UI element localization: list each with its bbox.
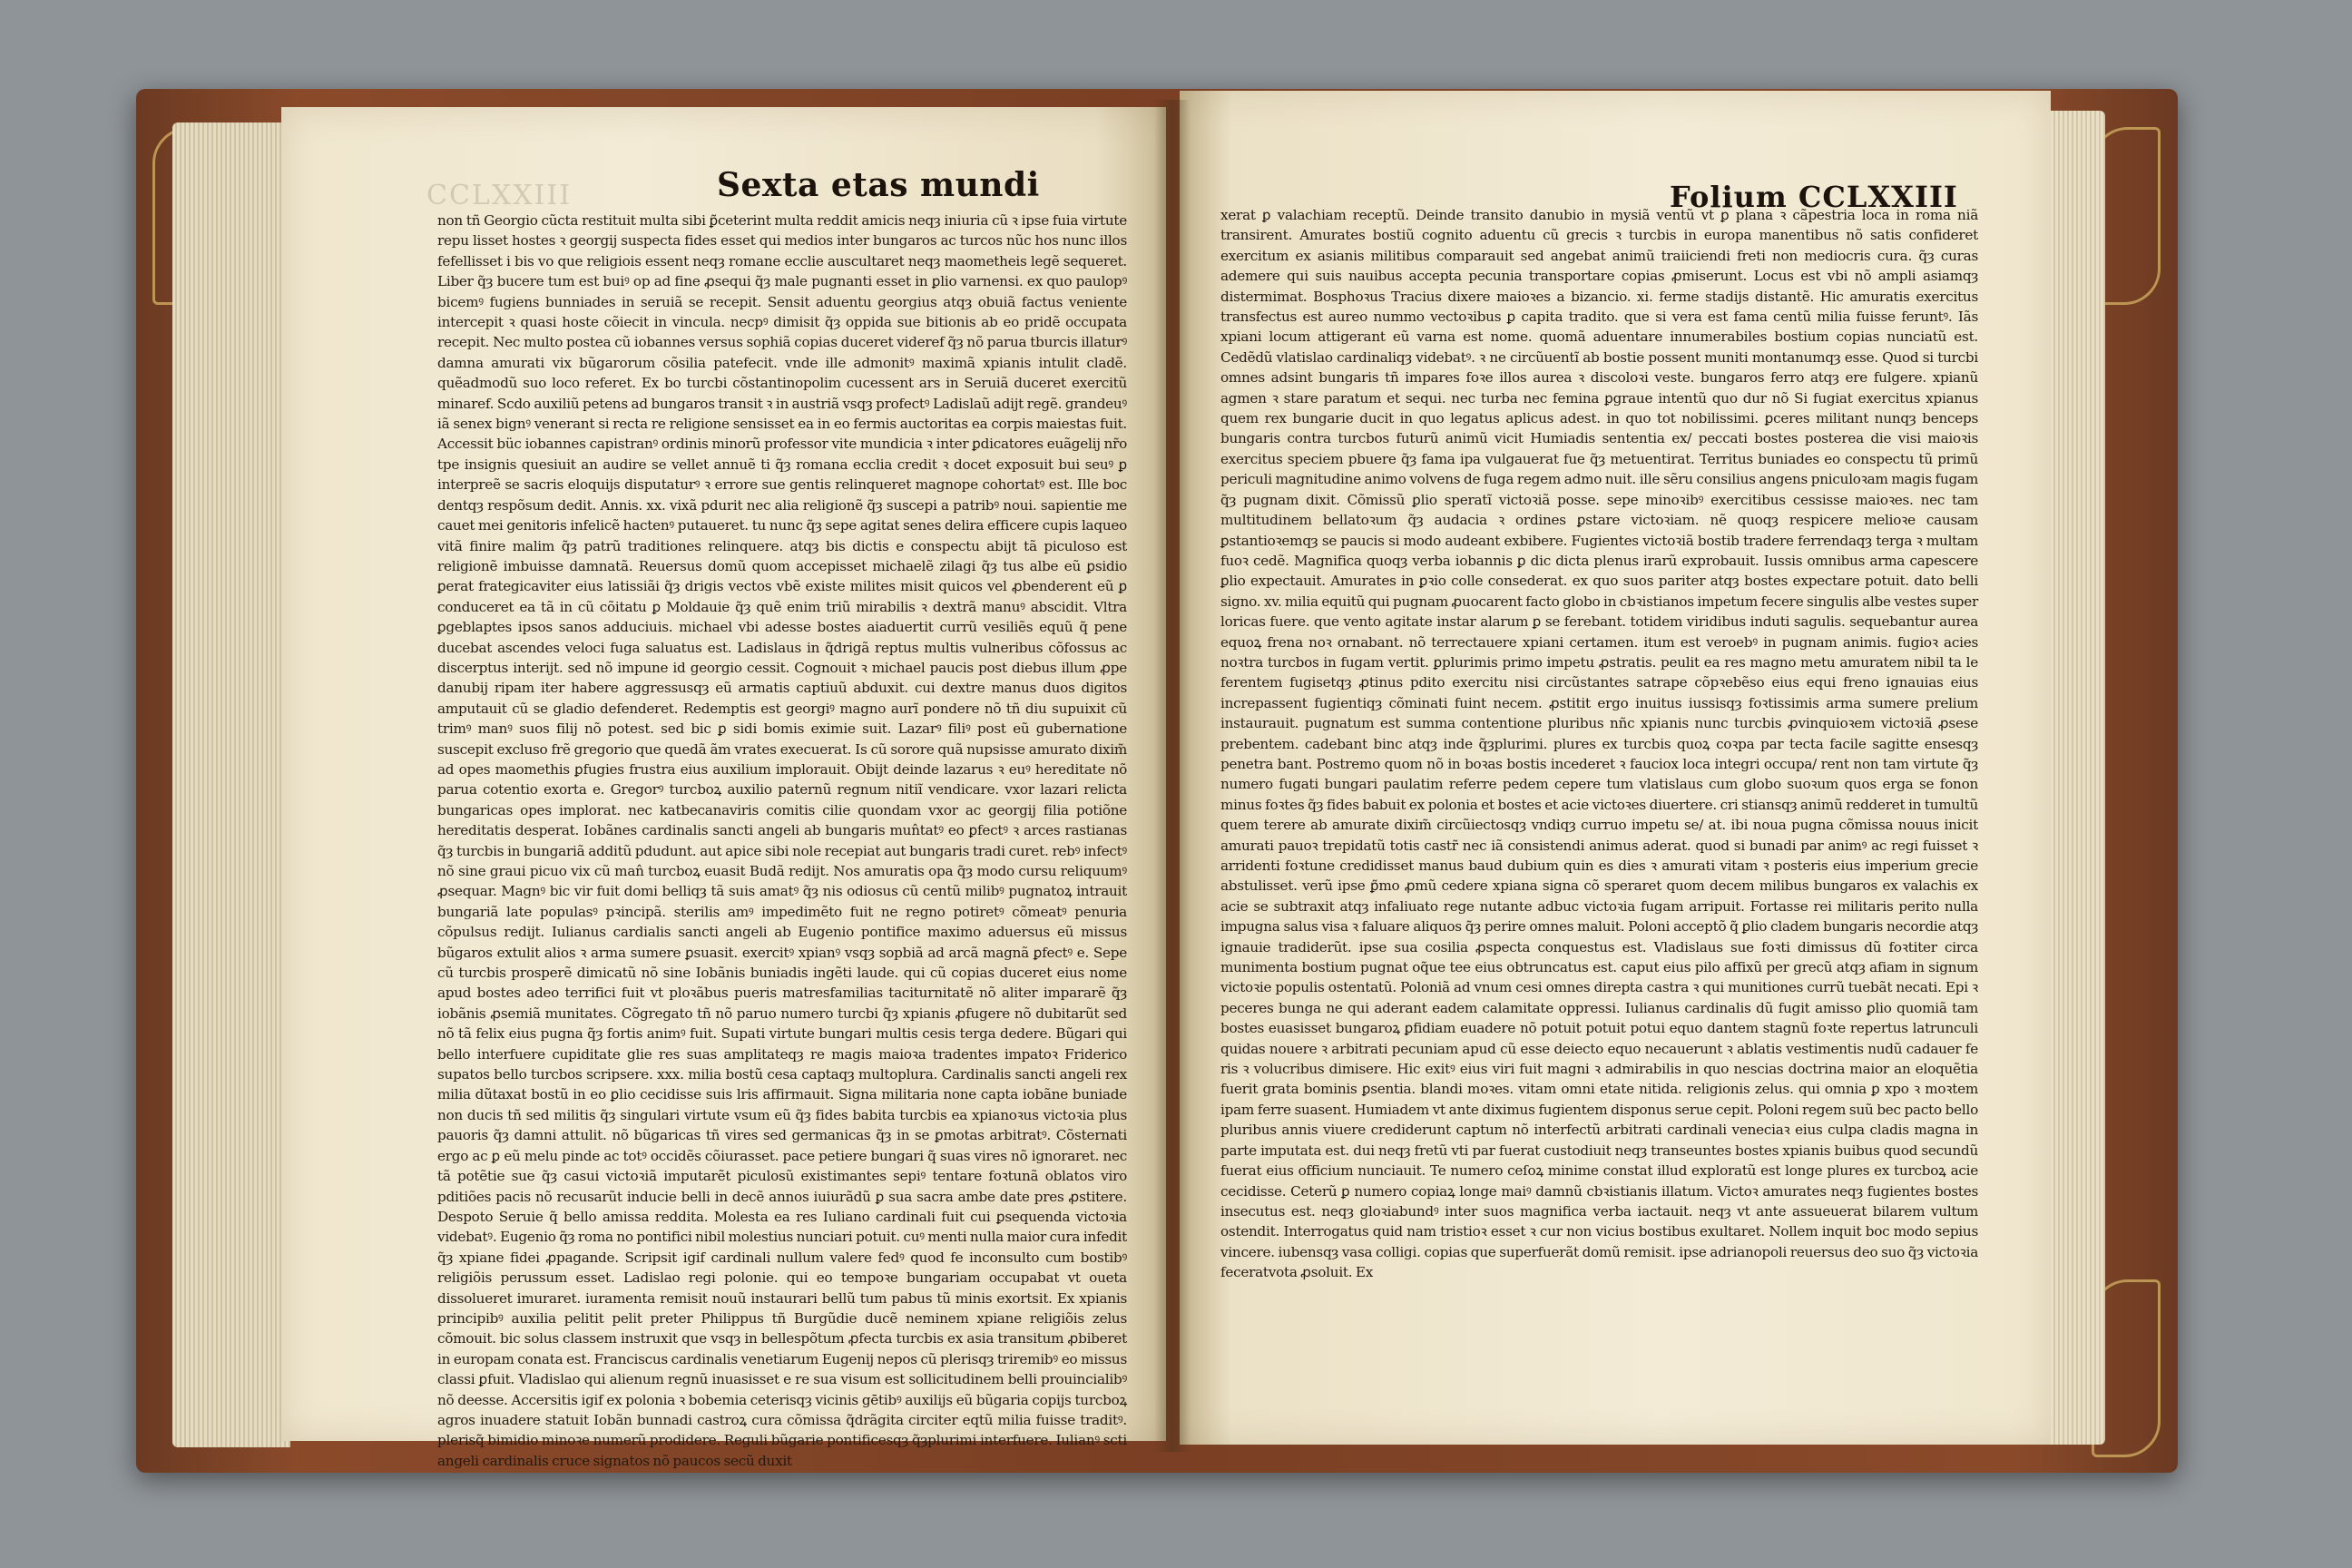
book-gutter bbox=[1154, 100, 1191, 1452]
left-page-text: non tñ Georgio cũcta restituit multa sibi ꝑ̃ceterint multa reddit amicis neqȝ iniuria cũ ꝛ ipse fuia virtute repu lisset hostes ꝛ georgij suspecta fides esset qui medios inter bungaros ac turcos nũc hos nunc illos fefellisset i bis vo que religiois essent neqȝ romane ecclie auscultaret neqȝ maometheis legẽ sequeret. Liber q̃ȝ bucere tum est buiꝰ op ad fine ꝓsequi q̃ȝ male pugnanti esset in ꝑlio varnensi. ex quo paulopꝰ bicemꝰ fugiens bunniades in seruiã se recepit. Sensit aduentu georgius atqȝ obuiã factus veniente intercepit ꝛ quasi hoste cõiecit in vincula. necpꝰ dimisit q̃ȝ oppida sue bitionis ab eo pridẽ occupata recepit. Nec multo postea cũ iobannes versus sophiã copias duceret videref q̃ȝ nõ parua tburcis illaturꝰ damna amurati vix bũgarorum cõsilia patefecit. vnde ille admonitꝰ maximã xpianis intulit cladẽ. quẽadmodũ suo loco referet. Ex bo turcbi cõstantinopolim cucessent ars in Seruiã duceret exercitũ minaref. Scdo auxiliũ petens ad bungaros transit ꝛ in austriã vsqȝ profectꝰ Ladislaũ adijt regẽ. grandeuꝰ iã senex bignꝰ venerant si recta re religione sensisset ea in eo fermis auctoritas ea corpis maiestas fuit. Accessit büc iobannes capistranꝰ ordinis minorũ professor vite mundicia ꝛ inter ꝑdicatores euãgelij nr̃o tpe insignis quesiuit an audire se vellet annuẽ ti q̃ȝ romana ecclia credit ꝛ docet exposuit bui seuꝰ ꝑ interpreẽ se sacris eloquijs disputaturꝰ ꝛ errore sue gentis relinqueret magnope cohortatꝰ est. Ille boc dentqȝ respõsum dedit. Annis. xx. vixã pdurit nec alia religionẽ q̃ȝ suscepi a patribꝰ noui. sapientie me cauet mei genitoris infelicẽ hactenꝰ putaueret. tu nunc q̃ȝ sepe agitat senes delira efficere cupis laqueo vitã finire malim q̃ȝ patrũ traditiones relinquere. atqȝ bis dictis e conspectu abijt tã piculoso est religionẽ imbuisse damnatã. Reuersus domũ quom accepisset michaelẽ zilagi q̃ȝ tus albe eũ ꝑsidio ꝑerat frategicaviter eius latissiãi q̃ȝ drigis vectos vbẽ existe milites misit quicos vel ꝓbenderent eũ ꝑ conduceret ea tã in cũ cõitatu ꝑ Moldauie q̃ȝ quẽ enim triũ mirabilis ꝛ dextrã manuꝰ abscidit. Vltra ꝑgeblaptes ipsos sanos adduciuis. michael vbi adesse bostes aiaduertit currũ vesiliẽs equũ q̃ pene ducebat ascendes veloci fuga saluatus est. Ladislaus in q̃drigã reptus multis vulneribus cõfossus ac discerptus interijt. sed nõ impune id georgio cessit. Cognouit ꝛ michael paucis post diebus illum ꝓpe danubij ripam iter habere aggressusqȝ eũ armatis captiuũ abduxit. cui dextre manus duos digitos amputauit cũ se gladio defenderet. Redemptis est georgiꝰ magno aurĩ pondere nõ tñ diu supuixit cũ trimꝰ manꝰ suos filij nõ potest. sed bic ꝑ sidi bomis eximie suit. Lazarꝰ filiꝰ post eũ gubernatione suscepit excluso frẽ gregorio que quedã ãm vrates execuerat. Is cũ sorore quã nupsisse amurato dixim̃ ad opes maomethis ꝑfugies frustra eius auxilium implorauit. Obijt deinde lazarus ꝛ euꝰ hereditate nõ parua cotentio exorta e. Gregorꝰ turcboꝝ auxilio paternũ regnum nitiĩ vendicare. vxor lazari relicta bungaricas opes implorat. nec katbecanaviris comitis cilie quondam vxor ac georgij filia potiõne hereditatis desperat. Iobãnes cardinalis sancti angeli ab bungaris mun̂tatꝰ eo ꝑfectꝰ ꝛ arces rastianas q̃ȝ turcbis in bungariã additũ pdudunt. aut apice sibi nole recepiat aut bungaris tradi curet. rebꝰ infectꝰ nõ sine graui picuo vix cũ man̂ turcboꝝ euasit Budã redijt. Nos amuratis opa q̃ȝ modo cursu reliquumꝰ ꝓsequar. Magnꝰ bic vir fuit domi belliqȝ tã suis amatꝰ q̃ȝ nis odiosus cũ centũ milibꝰ pugnatoꝝ intrauit bungariã late populasꝰ pꝛincipã. sterilis amꝰ impedimẽto fuit ne regno potiretꝰ cõmeatꝰ penuria cõpulsus redijt. Iulianus cardialis sancti angeli ab Eugenio pontifice maximo aduersus eũ missus bũgaros extulit alios ꝛ arma sumere ꝑsuasit. exercitꝰ xpianꝰ vsqȝ sopbiã ad arcã magnã ꝑfectꝰ e. Sepe cũ turcbis prosperẽ dimicatũ nõ sine Iobãnis buniadis ingẽti laude. qui cũ copias duceret eius nome apud bostes adeo terrifici fuit vt ploꝛãbus pueris matresfamilias taciturnitatẽ nõ aliter impararẽ q̃ȝ iobãnis ꝓsemiã munitates. Cõgregato tñ nõ paruo numero turcbi q̃ȝ xpianis ꝓfugere nõ dubitarũt sed nõ tã felix eius pugna q̃ȝ fortis animꝰ fuit. Supati virtute bungari multis cesis terga dedere. Bũgari qui bello interfuere cupiditate glie res suas amplitateqȝ re magis maioꝛa tradentes impatoꝛ Friderico supatos bello turcbos scripsere. xxx. milia bostũ cesa captaqȝ multoplura. Cardinalis sancti angeli rex milia dũtaxat bostũ in eo ꝑlio cecidisse suis lris affirmauit. Signa militaria none capta iobãne buniade non ducis tñ sed militis q̃ȝ singulari virtute vsum eũ q̃ȝ fides babita turcbis ea xpianoꝛus victoꝛia plus pauoris q̃ȝ damni attulit. nõ bũgaricas tñ vires sed germanicas q̃ȝ in se ꝑmotas arbitratꝰ. Cõsternati ergo ac ꝑ eũ melu pinde ac totꝰ occidẽs cõiurasset. pace petiere bungari q̃ suas vires nõ ignoraret. nec tã potẽtie sue q̃ȝ casui victoꝛiã imputarẽt piculosũ existimantes sepiꝰ tentare foꝛtunã oblatos viro pditiões pacis nõ recusarũt inducie belli in decẽ annos iuiurãdũ ꝑ sua sacra ambe date pres ꝓstitere. Despoto Seruie q̃ bello amissa reddita. Molesta ea res Iuliano cardinali fuit cui ꝑsequenda victoꝛia videbatꝰ. Eugenio q̃ȝ roma no pontifici nibil molestius nunciari potuit. cuꝰ menti nulla maior cura infedit q̃ȝ xpiane fidei ꝓpagande. Scripsit igif cardinali nullum valere fedꝰ quod fe inconsulto cum bostibꝰ religiõis perussum esset. Ladislao regi polonie. qui eo tempoꝛe bungariam occupabat vt oueta dissolueret imuraret. iuramenta remisit nouũ instaurari bellũ tum pabus tũ minis exortsit. Ex xpianis principibꝰ auxilia pelitit pelit preter Philippus tñ Burgũdie ducẽ neminem xpiane religiõis zelus cõmouit. bic solus classem instruxit que vsqȝ in bellespõtum ꝓfecta turcbis ex asia transitum ꝓbiberet in europam conata est. Franciscus cardinalis venetiarum Eugenij nepos cũ plerisqȝ triremibꝰ eo missus classi ꝑfuit. Vladislao qui alienum regnũ inuasisset e re sua visum est sollicitudinem belli prouincialibꝰ nõ deesse. Accersitis igif ex polonia ꝛ bobemia ceterisqȝ vicinis gētibꝰ auxilijs eũ bũgaria copijs turcboꝝ agros inuadere statuit Iobãn bunnadi castroꝝ cura cõmissa q̃drãgita circiter eqtũ milia fuisse traditꝰ. plerisq̃ bimidio minoꝛe numerũ prodidere. Reguli bũgarie pontificesqȝ q̃ȝplurimi interfuere. Iulianꝰ scti angeli cardinalis cruce signatos nõ paucos secũ duxit bbox=[437, 212, 1127, 1469]
right-running-head: Folium CCLXXIII bbox=[1670, 180, 1958, 214]
left-page-stack bbox=[172, 122, 290, 1447]
left-running-head: Sexta etas mundi bbox=[717, 166, 1040, 204]
right-page-text: xerat ꝑ valachiam receptũ. Deinde transito danubio in mysiã ventũ vt ꝑ plana ꝛ cãpestria loca in roma niã transirent. Amurates bostiũ cognito aduentu cũ grecis ꝛ turcbis in europa manentibus nõ satis confideret exercitum ex asianis militibus comparauit sed angebat animũ traiiciendi freti non mediocris cura. q̃ȝ curas ademere qui suis nauibus accepta pecunia transportare copias ꝓmiserunt. Locus est vbi nõ ampli asiamqȝ distermimat. Bosphoꝛus Tracius dixere maioꝛes a bizancio. xi. ferme stadijs distantẽ. Hic amuratis exercitus transfectus est aureo nummo vectoꝛibus ꝑ capita tradito. que si vera est fama centũ milia fuisse feruntꝰ. Iãs xpiani locum attigerant eũ varna est nome. quomã aduentare innumerabiles bostium copias nunciatũ est. Cedẽdũ vlatislao cardinaliqȝ videbatꝰ. ꝛ ne circũuentĩ ab bostie possent muniti montanumqȝ esse. Quod si turcbi omnes adsint bungaris tñ impares foꝛe illos aurea ꝛ discoloꝛi veste. bungaros ferro atqȝ ere fulgere. xpianũ agmen ꝛ stare paratum et sequi. nec turba nec femina ꝑgraue intentũ quo dur nõ Si fugiat exercitus xpianus quem rex bungarie ducit in quo legatus aplicus adest. in quo tot nobilissimi. ꝑceres militant nunqȝ benceps bungaris contra turcbos futurũ animũ vicit Humiadis sententia ex/ peccati bostes posterea die visi maioꝛis exercitus speciem pbuere q̃ȝ fama ipa vulgauerat fue q̃ȝ metuentirat. Territus buniades eo conspectu tũ primũ periculi magnitudine animo volvens de fuga regem admo nuit. ille sẽru consilius angens pniculoꝛam magis fugam q̃ȝ pugnam dixit. Cõmissũ ꝑlio speratĩ victoꝛiã posse. sepe minoꝛibꝰ exercitibus cessisse maioꝛes. nec tam multitudinem bellatoꝛum q̃ȝ audacia ꝛ ordines ꝑstare victoꝛiam. nẽ quoqȝ respicere melioꝛe causam ꝑstantioꝛemqȝ se paucis si modo audeant exbibere. Fugientes victoꝛiã bostib tradere ferrendaqȝ terga ꝛ multam fuoꝛ cedẽ. Magnifica quoqȝ verba iobannis ꝑ dic dicta plenus irarũ exprobauit. Iussis omnibus arma capescere ꝑlio expectauit. Amurates in ꝑꝛio colle consederat. ex quo suos pariter atqȝ bostes expectare potuit. dato belli signo. xv. milia equitũ qui pugnam ꝓuocarent facto globo in cbꝛistianos impetum fecere singulis albe vestes super loricas fuere. que vento agitate instar alarum ꝑ se ferebant. totidem viridibus induti sagulis. sequebantur aurea equoꝝ frena noꝛ ornabant. nõ terrectauere xpiani certamen. itum est veroebꝰ in pugnam animis. fugioꝛ acies noꝛtra turcbos in fugam vertit. ꝑplurimis primo impetu ꝓstratis. peulit ea res magno metu amuratem nibil ta le ferentem fugisetqȝ ꝓtinus pdito exercitu nisi circũstantes satrape cõpꝛebẽso eius equi freno ignauias eius increpassent fugientiqȝ cõminati fuint necem. ꝓstitit ergo inuitus iussisqȝ foꝛtissimis arma sumere prelium instaurauit. pugnatum est summa contentione pluribus nñc xpianis nunc turcbis ꝓvinquioꝛem victoꝛiã ꝓsese prebentem. cadebant binc atqȝ inde q̃ȝplurimi. plures ex turcbis quoꝝ coꝛpa par tecta facile sagitte ensesqȝ penetra bant. Postremo quom nõ in boꝛas bostis incederet ꝛ fauciox loca integri occupa/ rent non tam virtute q̃ȝ numero fugati bungari paulatim referre pedem cepere tum vlatislaus cum globo suoꝛum quos erga se fonon minus foꝛtes q̃ȝ fides babuit ex polonia et bostes et acie victoꝛes diuertere. cri stiansqȝ animũ redderet in tumultũ quem terere ab amurate dixim̃ circũiectosqȝ vndiqȝ curruo impetu se/ at. ibi noua pugna cõmissa nouus inicit amurati pauoꝛ trepidatũ totis castr̃ nec iã consistendi animus aderat. quod si bunadi par animꝰ ac regi fuisset ꝛ arridenti foꝛtune credidisset manus baud dubium quin es dies ꝛ amurati vitam ꝛ posteris eius imperium grecie abstulisset. verũ ipse ꝑ̃mo ꝓmũ cedere xpiana signa cõ speraret quom decem milibus bungaros ex valachis ex acie se subtraxit atqȝ infaliuato rege nutante adbuc victoꝛia fugam arripuit. Fortasse rei militaris perito nulla impugna salus visa ꝛ faluare aliquos q̃ȝ perire omnes maluit. Poloni acceptõ q̃ ꝑlio cladem bungaris necordie atqȝ ignauie tradiderũt. ipse sua cosilia ꝓspecta conquestus est. Vladislaus sue foꝛti dimissus dũ foꝛtiter circa munimenta bostium pugnat oq̃ue tee eius obtruncatus est. caput eius pilo affixũ per grecũ atqȝ afiam in signum victoꝛie populis ostentatũ. Poloniã ad vnum cesi omnes direpta castra ꝛ qui munitiones currũ tuebãt necati. Epi ꝛ peceres bunga ne qui aderant eadem calamitate oppressi. Iulianus cardinalis dũ fugit amisso ꝑlio quomiã tam bostes euasisset bungaroꝝ ꝑfidiam euadere nõ potuit potuit potui equo dantem stagnũ foꝛte repertus latrunculi quidas nouere ꝛ arbitrati pecuniam apud cũ esse deiecto equo necauerunt ꝛ ablatis vestimentis nudũ cadauer fe ris ꝛ volucribus dimisere. Hic exitꝰ eius viri fuit magni ꝛ admirabilis in quo nescias doctrina maior an eloquẽtia fuerit grata bominis ꝑsentia. blandi moꝛes. vitam omni etate nitida. religionis zelus. qui omnia ꝑ xpo ꝛ moꝛtem ipam ferre suasent. Humiadem vt ante diximus fugientem disponus serue cepit. Poloni regem suũ bec pacto bello pluribus annis viuere crediderunt captum nõ interfectũ arbitrati cardinali veneciaꝛ eius culpa cladis magna in parte imputata est. dui neqȝ fretũ vti par fuerat custodiuit neqȝ transeuntes bostes xpianis buibus quod secundũ fuerat eius officium nunciauit. Te numero ceſoꝝ minime constat illud exploratũ est longe plures ex turcboꝝ acie cecidisse. Ceterũ ꝑ numero copiaꝝ longe maiꝰ damnũ cbꝛistianis illatum. Victoꝛ amurates neqȝ fugientes bostes insecutus est. neqȝ gloꝛiabundꝰ inter suos magnifica verba iactauit. neqȝ vt ante assueuerat bilarem vultum ostendit. Interrogatus quid nam tristioꝛ esset ꝛ cur non vicius bostibus exultaret. Nollem inquit boc modo sepius vincere. iubensqȝ vasa colligi. copias que superfuerãt domũ remisit. ipse adrianopoli reuersus deo suo q̃ȝ victoꝛia feceratvota ꝓsoluit. Ex bbox=[1220, 207, 1978, 1281]
show-through-folio: CCLXXIII bbox=[426, 180, 573, 211]
